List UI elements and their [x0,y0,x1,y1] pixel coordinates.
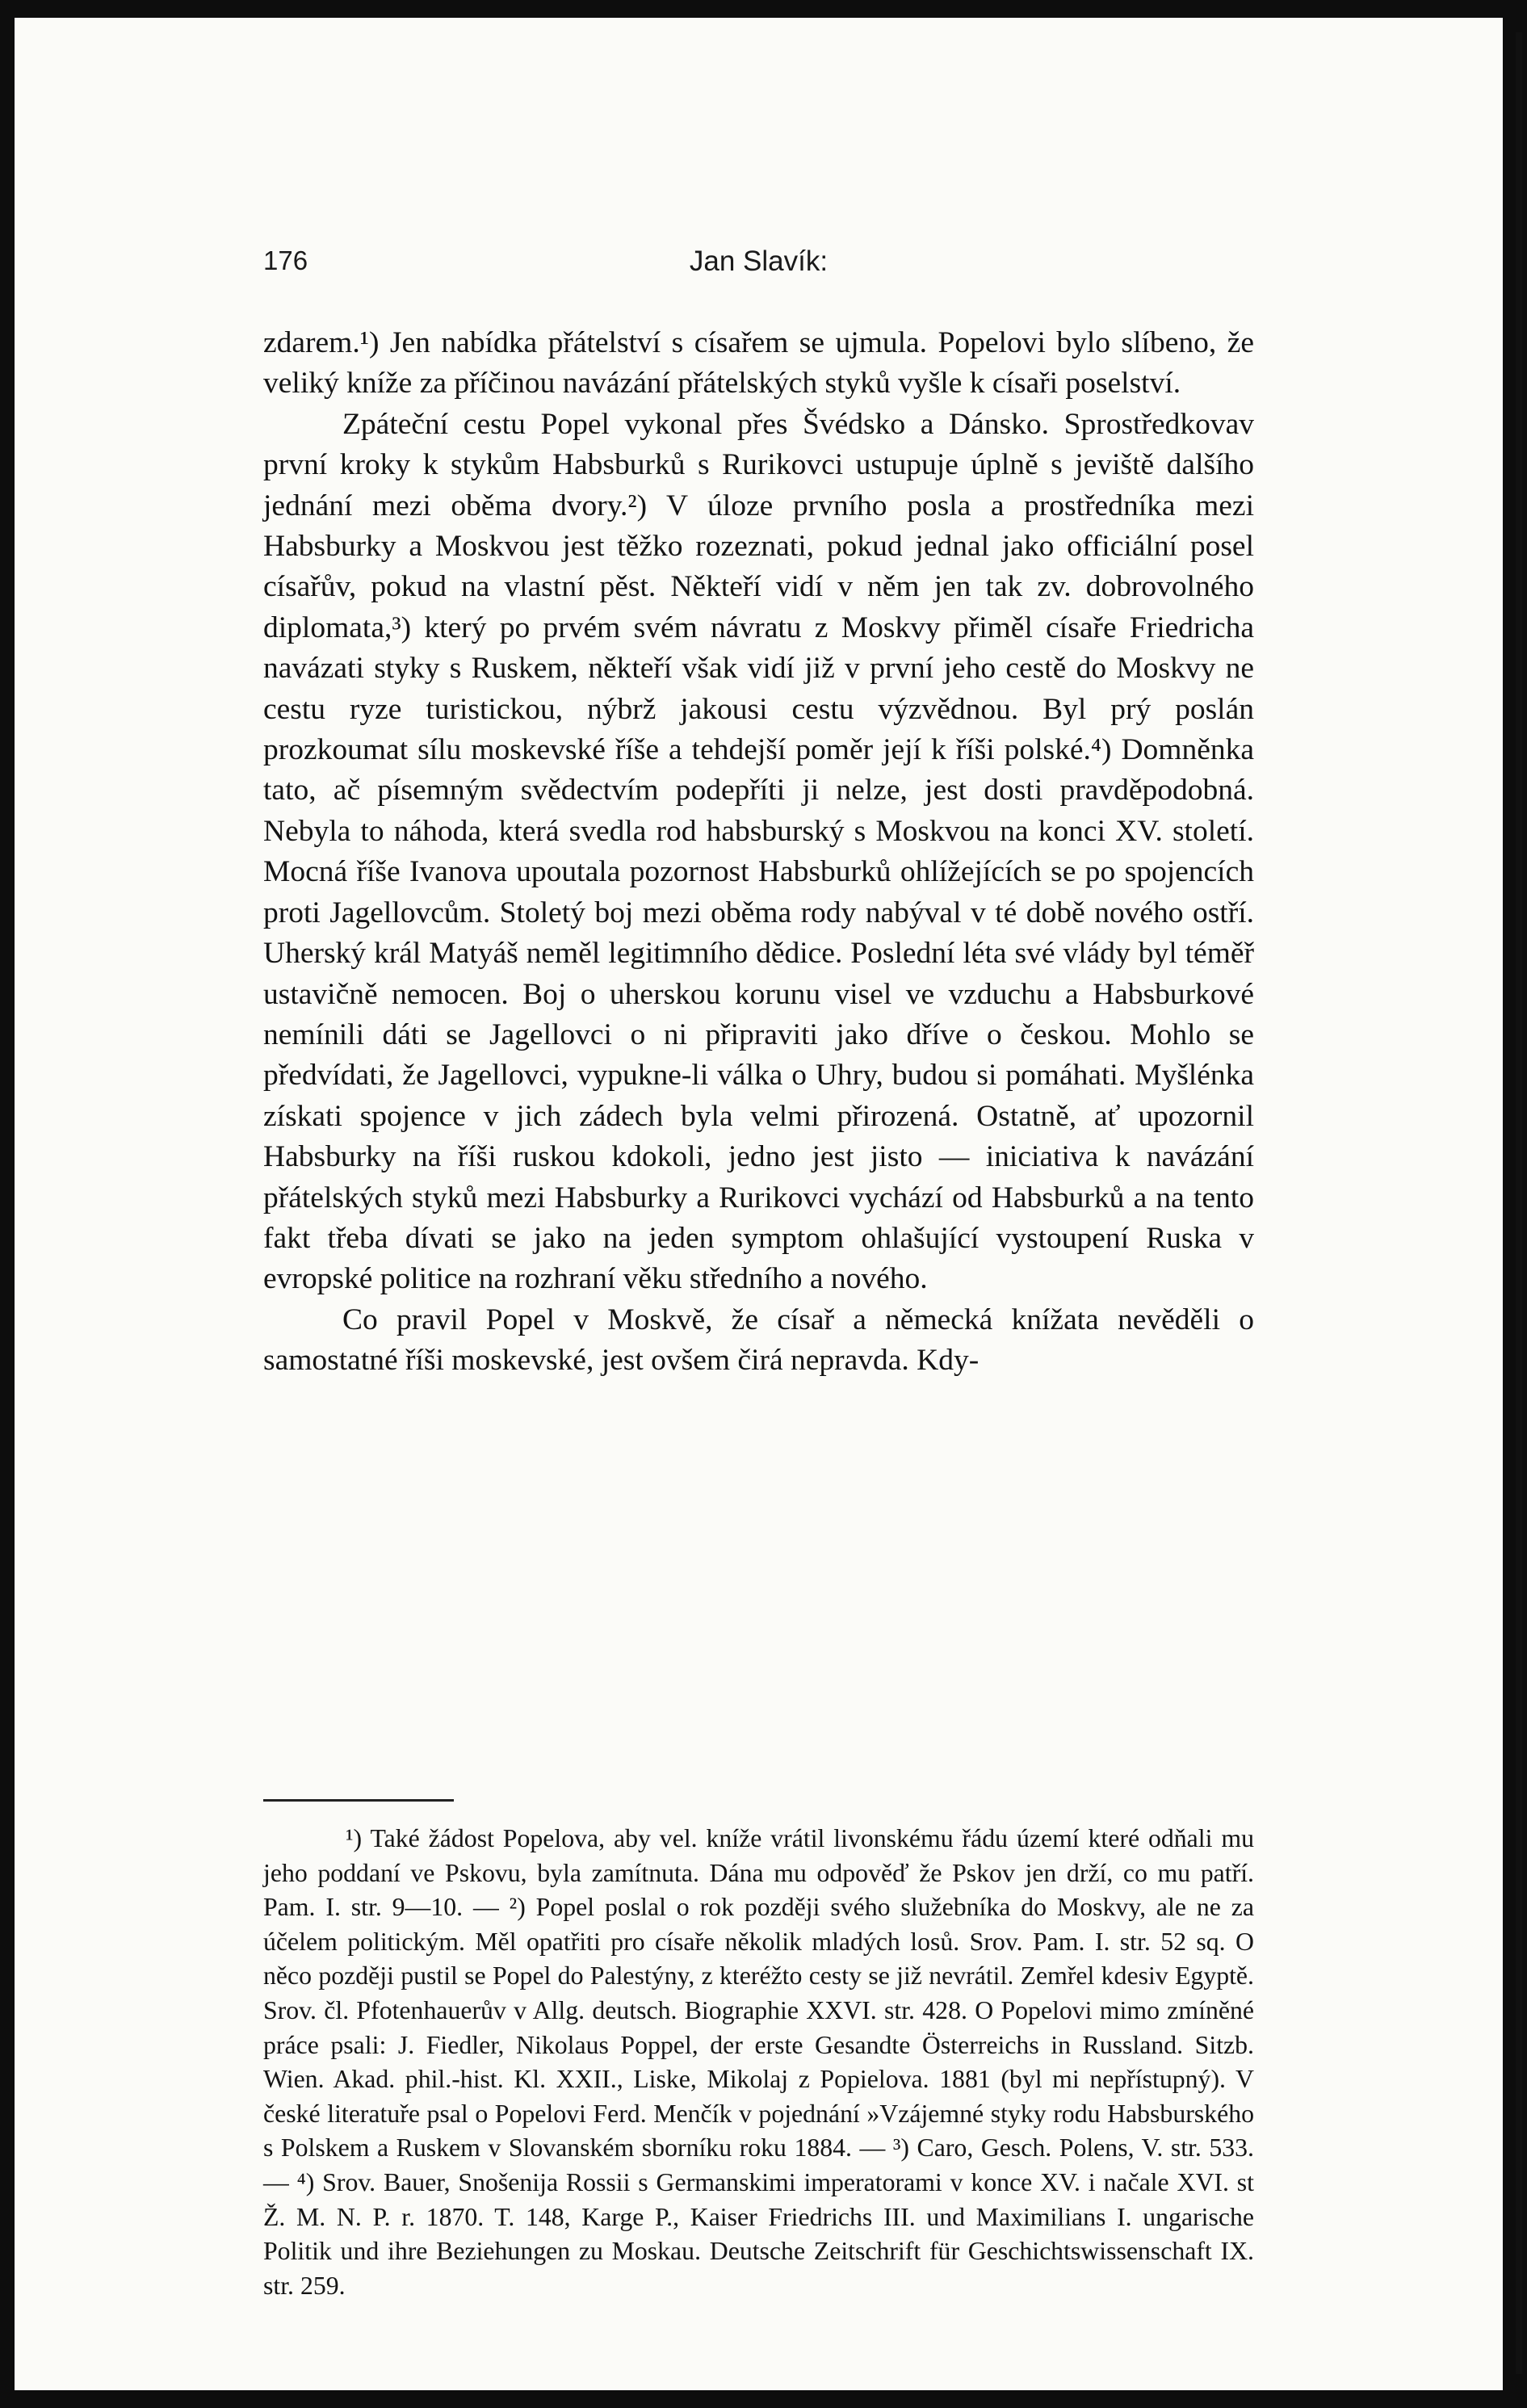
footnotes [263,1822,1254,2303]
page-number: 176 [263,245,308,275]
scan-edge [1516,32,1522,2374]
page-header [263,245,1254,286]
paragraph: zdarem.¹) Jen nabídka přátelství s císařem se ujmula. Popelovi bylo slíbeno, že veliký kníže za příčinou navázání přátelských styků vyšle k císaři poselství. [263,326,1254,401]
paragraph: Co pravil Popel v Moskvě, že císař a německá knížata nevěděli o samostatné říši moskevské, jest ovšem čirá nepravda. Kdy- [263,1303,1254,1378]
footnote-text: ¹) Také žádost Popelova, aby vel. kníže vrátil livonskému řádu území které odňali mu jeho poddaní ve Pskovu, byla zamítnuta. Dána mu odpověď že Pskov jen drží, co mu patří. Pam. I. str. 9—10. — ²) Popel poslal o rok později svého služebníka do Moskvy, ale ne za účelem politickým. Měl opatřiti pro císaře několik mladých losů. Srov. Pam. I. str. 52 sq. O něco později pustil se Popel do Palestýny, z kteréžto cesty se již nevrátil. Zemřel kdesiv Egyptě. Srov. čl. Pfotenhauerův v Allg. deutsch. Biographie XXVI. str. 428. O Popelovi mimo zmíněné práce psali: J. Fiedler, Nikolaus Poppel, der erste Gesandte Österreichs in Russland. Sitzb. Wien. Akad. phil.-hist. Kl. XXII., Liske, Mikolaj z Popielova. 1881 (byl mi nepřístupný). V české literatuře psal o Popelovi Ferd. Menčík v pojednání »Vzájemné styky rodu Habsburského s Polskem a Ruskem v Slovanském sborníku roku 1884. — ³) Caro, Gesch. Polens, V. str. 533. — ⁴) Srov. Bauer, Snošenija Rossii s Germanskimi imperatorami v konce XV. i načale XVI. st Ž. M. N. P. r. 1870. T. 148, Karge P., Kaiser Friedrichs III. und Maximilians I. ungarische Politik und ihre Beziehungen zu Moskau. Deutsche Zeitschrift für Geschichtswissenschaft IX. str. 259. [263,1824,1254,2300]
footnote-divider [263,1799,454,1802]
running-head: Jan Slavík: [689,245,829,277]
body-text [263,323,1254,1382]
book-page [15,18,1503,2390]
paragraph: Zpáteční cestu Popel vykonal přes Švédsko a Dánsko. Sprostředkovav první kroky k stykům Habsburků s Rurikovci ustupuje úplně s jeviště dalšího jednání mezi oběma dvory.²) V úloze prvního posla a prostředníka mezi Habsburky a Moskvou jest těžko rozeznati, pokud jednal jako officiální posel císařův, pokud na vlastní pěst. Někteří vidí v něm jen tak zv. dobrovolného diplomata,³) který po prvém svém návratu z Moskvy přiměl císaře Friedricha navázati styky s Ruskem, někteří však vidí již v první jeho cestě do Moskvy ne cestu ryze turistickou, nýbrž jakousi cestu výzvědnou. Byl prý poslán prozkoumat sílu moskevské říše a tehdejší poměr její k říši polské.⁴) Domněnka tato, ač písemným svědectvím podepříti ji nelze, jest dosti pravděpodobná. Nebyla to náhoda, která svedla rod habsburský s Moskvou na konci XV. století. Mocná říše Ivanova upoutala pozornost Habsburků ohlížejících se po spojencích proti Jagellovcům. Stoletý boj mezi oběma rody nabýval v té době nového ostří. Uherský král Matyáš neměl legitimního dědice. Poslední léta své vlády byl téměř ustavičně nemocen. Boj o uherskou korunu visel ve vzduchu a Habsburkové nemínili dáti se Jagellovci o ni připraviti jako dříve o českou. Mohlo se předvídati, že Jagellovci, vypukne-li válka o Uhry, budou si pomáhati. Myšlénka získati spojence v jich zádech byla velmi přirozená. Ostatně, ať upozornil Habsburky na říši ruskou kdokoli, jedno jest jisto — iniciativa k navázání přátelských styků mezi Habsburky a Rurikovci vychází od Habsburků a na tento fakt třeba dívati se jako na jeden symptom ohlašující vystoupení Ruska v evropské politice na rozhraní věku středního a nového. [263,407,1254,1296]
